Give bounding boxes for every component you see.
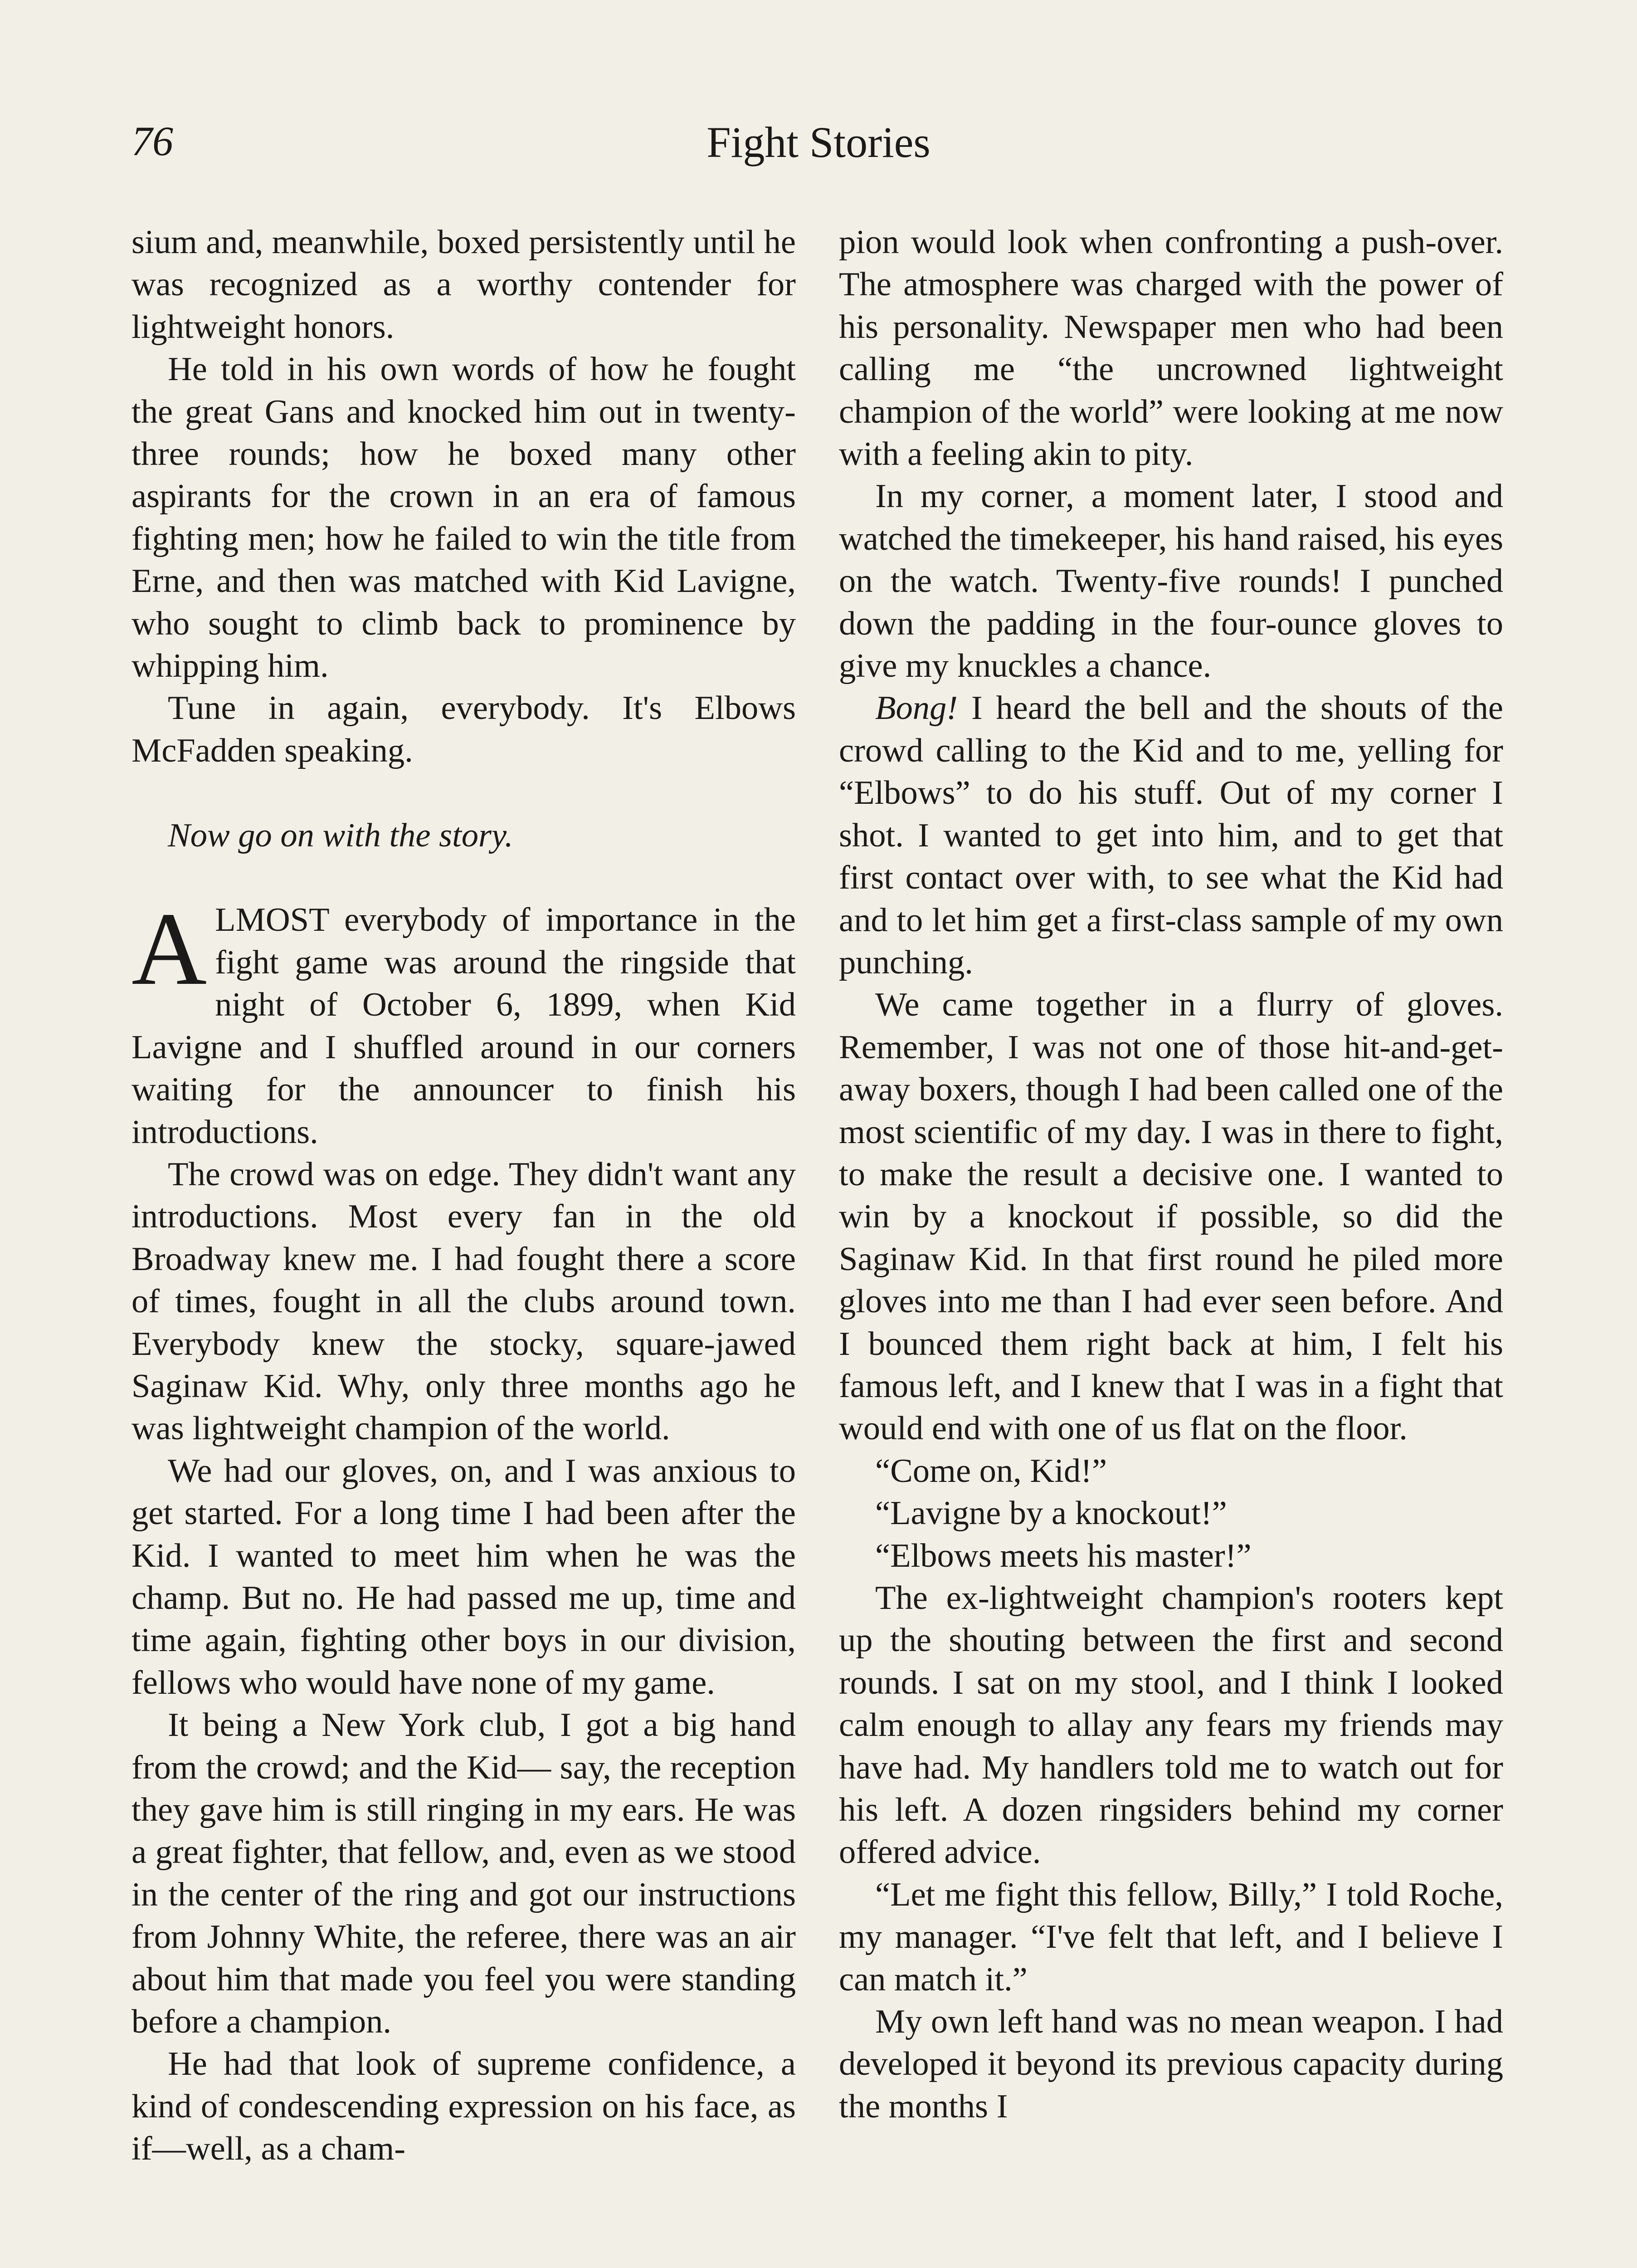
paragraph-text: LMOST everybody of importance in the fight game was around the ringside that night of October 6, 1899, when Kid Lavigne and I shuffled around in our corners waiting for the announcer to finish his introductions. [132, 901, 796, 1151]
running-title: Fight Stories [706, 118, 931, 166]
quote-line: “Come on, Kid!” [875, 1452, 1107, 1490]
paragraph: The ex-lightweight champion's rooters kept up the shouting between the first and second rounds. I sat on my stool, and I think I looked calm enough to allay any fears my friends may have had. My handlers told me to watch out for his left. A dozen ringsiders behind my corner offered advice. [839, 1579, 1503, 1871]
left-column [132, 221, 796, 2170]
page-header [132, 117, 1505, 176]
paragraph-text: I heard the bell and the shouts of the crowd calling to the Kid and to me, yelling for “Elbows” to do his stuff. Out of my corner I shot. I wanted to get into him, and to get that first contact over with, to see what the Kid had and to let him get a first-class sample of my own punching. [839, 689, 1503, 981]
paragraph: The crowd was on edge. They didn't want any introductions. Most every fan in the old Broadway knew me. I had fought there a score of times, fought in all the clubs around town. Everybody knew the stocky, square-jawed Saginaw Kid. Why, only three months ago he was lightweight champion of the world. [132, 1155, 796, 1447]
paragraph: pion would look when confronting a push-over. The atmosphere was charged with the power of his personality. Newspaper men who had been calling me “the uncrowned lightweight champion of the world” were looking at me now with a feeling akin to pity. [839, 224, 1503, 473]
paragraph [839, 687, 1503, 984]
paragraph: sium and, meanwhile, boxed persistently until he was recognized as a worthy contender for lightweight honors. [132, 224, 796, 346]
paragraph: Tune in again, everybody. It's Elbows McFadden speaking. [132, 689, 796, 769]
italic-exclamation: Bong! [875, 689, 958, 727]
quote-line: “Elbows meets his master!” [875, 1537, 1252, 1574]
paragraph: It being a New York club, I got a big hand from the crowd; and the Kid— say, the reception they gave him is still ringing in my ears. He was a great fighter, that fellow, and, even as we stood in the center of the ring and got our instructions from Johnny White, the referee, there was an air about him that made you feel you were standing before a champion. [132, 1706, 796, 2041]
dropcap-paragraph [132, 891, 796, 1153]
page-number: 76 [132, 118, 173, 164]
paragraph: “Let me fight this fellow, Billy,” I told Roche, my manager. “I've felt that left, and I believe I can match it.” [839, 1876, 1503, 1998]
quote-line: “Lavigne by a knockout!” [875, 1495, 1227, 1532]
paragraph: We had our gloves, on, and I was anxious to get started. For a long time I had been after the Kid. I wanted to meet him when he was the champ. But no. He had passed me up, time and time again, fighting other boys in our division, fellows who would have none of my game. [132, 1452, 796, 1701]
paragraph: My own left hand was no mean weapon. I had developed it beyond its previous capacity during the months I [839, 2003, 1503, 2125]
drop-cap: A [132, 891, 207, 1007]
paragraph: We came together in a flurry of gloves. Remember, I was not one of those hit-and-get-away boxers, though I had been called one of the most scientific of my day. I was in there to fight, to make the result a decisive one. I wanted to win by a knockout if possible, so did the Saginaw Kid. In that first round he piled more gloves into me than I had ever seen before. And I bounced them right back at him, I felt his famous left, and I knew that I was in a fight that would end with one of us flat on the floor. [839, 986, 1503, 1447]
paragraph: He had that look of supreme confidence, a kind of condescending expression on his face, as if—well, as a cham- [132, 2045, 796, 2168]
right-column [839, 221, 1503, 2128]
story-intro-line: Now go on with the story. [168, 816, 513, 854]
paragraph: He told in his own words of how he fought the great Gans and knocked him out in twenty-three rounds; how he boxed many other aspirants for the crown in an era of famous fighting men; how he failed to win the title from Erne, and then was matched with Kid Lavigne, who sought to climb back to prominence by whipping him. [132, 351, 796, 685]
paragraph: In my corner, a moment later, I stood and watched the timekeeper, his hand raised, his eyes on the watch. Twenty-five rounds! I punched down the padding in the four-ounce gloves to give my knuckles a chance. [839, 478, 1503, 685]
